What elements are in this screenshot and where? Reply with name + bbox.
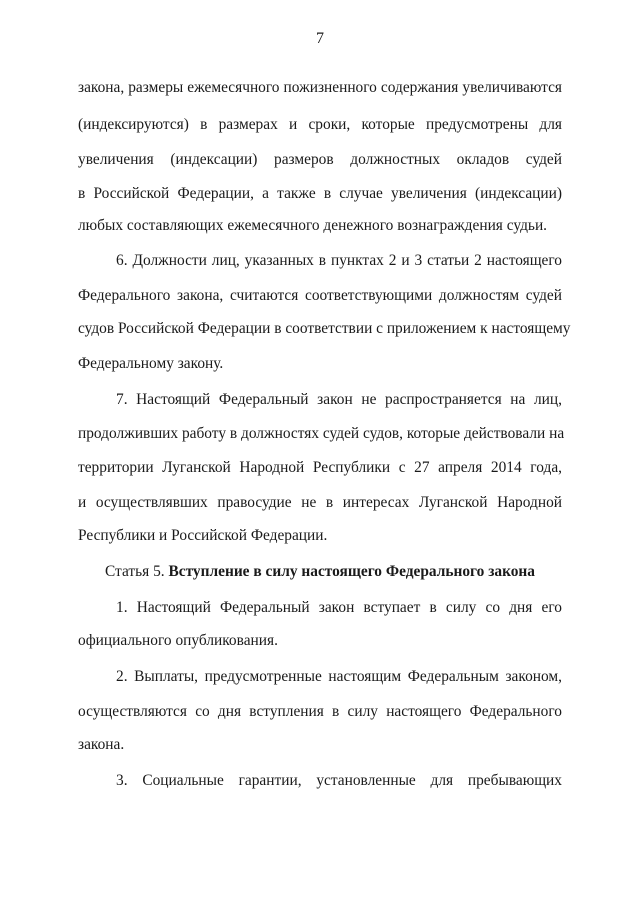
text-line: осуществляются со дня вступления в силу настоящего Федерального — [78, 703, 562, 720]
text-line: 7. Настоящий Федеральный закон не распространяется на лиц, — [116, 391, 562, 408]
text-line: 6. Должности лиц, указанных в пунктах 2 и 3 статьи 2 настоящего — [116, 252, 562, 269]
text-line: Федеральному закону. — [78, 355, 224, 372]
article-heading-prefix: Статья 5. — [104, 563, 169, 580]
text-line: увеличения (индексации) размеров должностных окладов судей — [78, 151, 562, 168]
text-line: и осуществлявших правосудие не в интересах Луганской Народной — [78, 494, 562, 511]
page-number: 7 — [316, 30, 324, 47]
text-line: 3. Социальные гарантии, установленные для пребывающих — [116, 772, 562, 789]
article-heading — [78, 563, 562, 581]
text-line: Федерального закона, считаются соответствующими должностям судей — [78, 287, 562, 304]
text-line: закона. — [78, 736, 125, 753]
text-line: продолживших работу в должностях судей судов, которые действовали на — [78, 425, 565, 442]
text-line: Республики и Российской Федерации. — [78, 527, 328, 544]
text-line: судов Российской Федерации в соответствии с приложением к настоящему — [78, 320, 571, 337]
text-line: закона, размеры ежемесячного пожизненного содержания увеличиваются — [78, 79, 562, 96]
text-line: территории Луганской Народной Республики с 27 апреля 2014 года, — [78, 459, 562, 476]
text-line: 1. Настоящий Федеральный закон вступает в силу со дня его — [116, 599, 562, 616]
text-line: в Российской Федерации, а также в случае увеличения (индексации) — [78, 185, 562, 202]
text-line: (индексируются) в размерах и сроки, которые предусмотрены для — [78, 116, 562, 133]
text-line: 2. Выплаты, предусмотренные настоящим Федеральным законом, — [116, 668, 562, 685]
article-heading-title: Вступление в силу настоящего Федерального закона — [168, 563, 535, 580]
text-line: любых составляющих ежемесячного денежного вознаграждения судьи. — [78, 217, 548, 234]
text-line: официального опубликования. — [78, 632, 278, 649]
